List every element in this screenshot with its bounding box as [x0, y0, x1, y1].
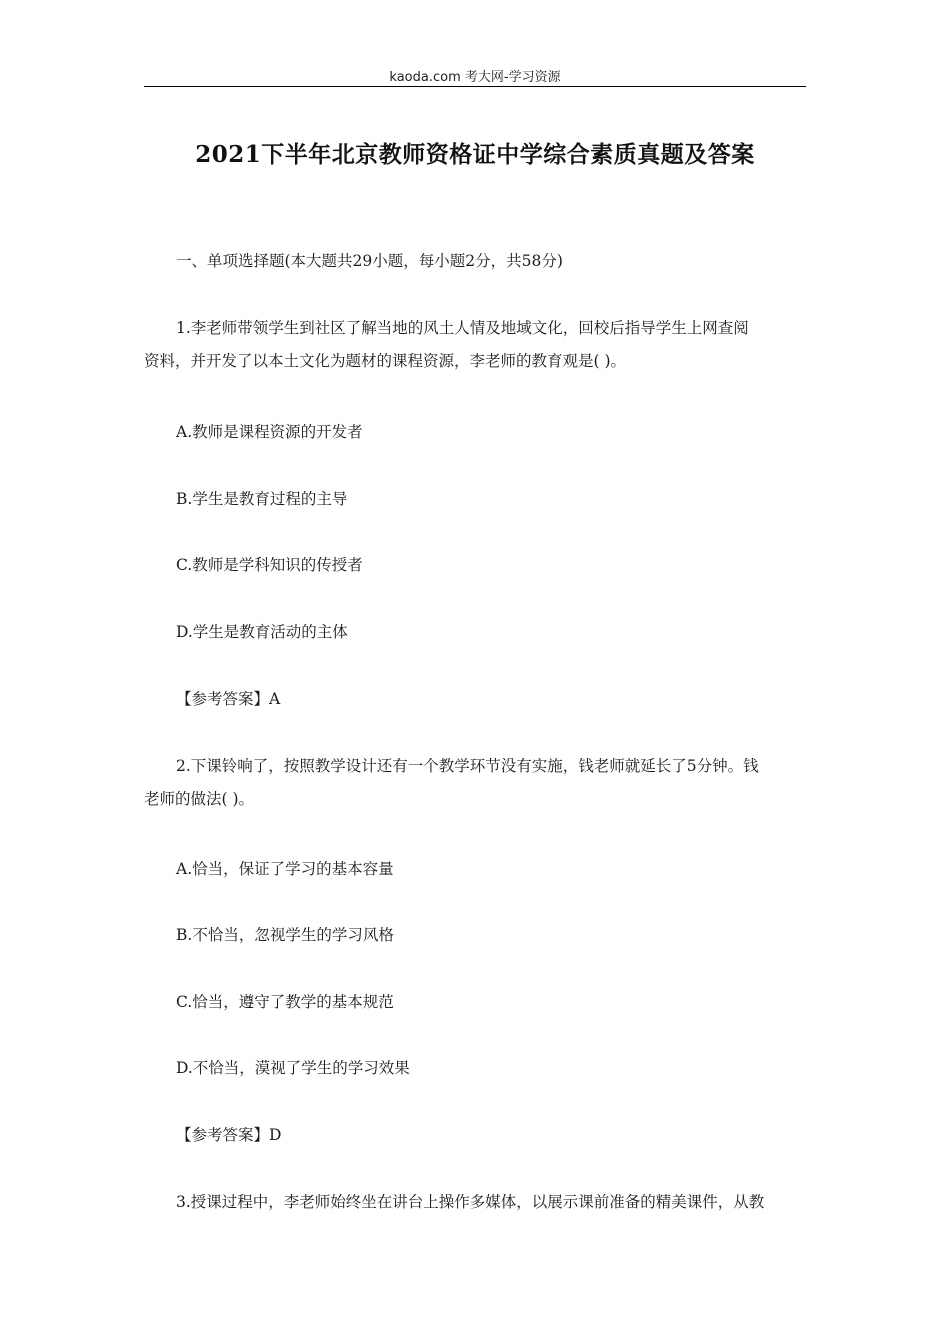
question-2-option-c: C.恰当，遵守了教学的基本规范	[176, 993, 394, 1011]
question-1-stem-line-1: 1.李老师带领学生到社区了解当地的风土人情及地域文化，回校后指导学生上网查阅	[176, 319, 749, 337]
section-heading: 一、单项选择题(本大题共29小题，每小题2分，共58分)	[176, 252, 563, 270]
page-header: kaoda.com 考大网-学习资源	[389, 70, 561, 85]
question-2-stem-line-2: 老师的做法( )。	[144, 790, 255, 808]
question-2-option-b: B.不恰当，忽视学生的学习风格	[176, 926, 394, 944]
question-2-option-a: A.恰当，保证了学习的基本容量	[176, 860, 394, 878]
question-1-option-c: C.教师是学科知识的传授者	[176, 556, 363, 574]
question-1-option-d: D.学生是教育活动的主体	[176, 623, 348, 641]
question-1-stem-line-2: 资料，并开发了以本土文化为题材的课程资源，李老师的教育观是( )。	[144, 352, 627, 370]
header-divider	[144, 86, 806, 87]
question-1-option-a: A.教师是课程资源的开发者	[176, 423, 363, 441]
question-3-stem-line-1: 3.授课过程中，李老师始终坐在讲台上操作多媒体，以展示课前准备的精美课件，从教	[176, 1193, 765, 1211]
question-1-option-b: B.学生是教育过程的主导	[176, 490, 348, 508]
question-2-stem-line-1: 2.下课铃响了，按照教学设计还有一个教学环节没有实施，钱老师就延长了5分钟。钱	[176, 757, 759, 775]
question-2-option-d: D.不恰当，漠视了学生的学习效果	[176, 1059, 410, 1077]
question-2-answer: 【参考答案】D	[176, 1126, 282, 1144]
question-1-answer: 【参考答案】A	[176, 690, 281, 708]
document-title: 2021下半年北京教师资格证中学综合素质真题及答案	[195, 141, 755, 168]
